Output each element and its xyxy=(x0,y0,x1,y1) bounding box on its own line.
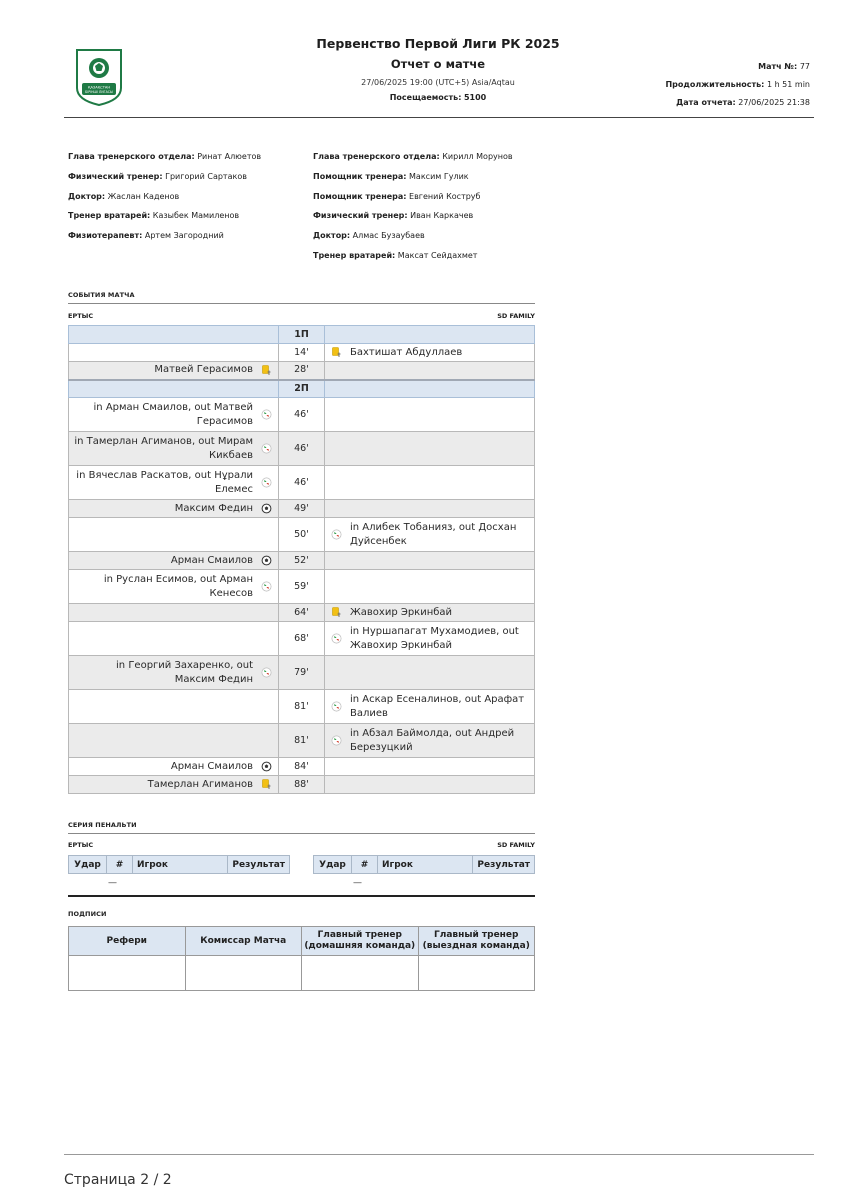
goal-icon xyxy=(261,503,272,514)
goal-icon xyxy=(261,555,272,566)
event-row xyxy=(69,466,535,500)
yellow-card-icon xyxy=(331,607,342,618)
staff-role: Глава тренерского отдела: xyxy=(313,152,440,161)
event-minute: 50' xyxy=(279,518,325,552)
signature-box[interactable] xyxy=(185,956,302,991)
event-minute: 88' xyxy=(279,776,325,794)
staff-role: Физический тренер: xyxy=(68,171,163,181)
half-header-row xyxy=(69,380,535,398)
penalty-header-row xyxy=(69,856,290,874)
staff-entry xyxy=(68,152,261,172)
signature-col-header: Комиссар Матча xyxy=(185,927,302,956)
event-row xyxy=(69,776,535,794)
signature-col-header: Главный тренер (выездная команда) xyxy=(418,927,535,956)
event-home-content xyxy=(73,554,272,568)
event-minute: 79' xyxy=(279,656,325,690)
report-date: Дата отчета: 27/06/2025 21:38 xyxy=(676,98,810,107)
substitution-icon xyxy=(261,477,272,488)
substitution-icon xyxy=(261,581,272,592)
event-text: in Аскар Есеналинов, out Арафат Валиев xyxy=(350,693,525,719)
staff-role: Физический тренер: xyxy=(313,211,408,221)
away-team-name: SD FAMILY xyxy=(497,312,535,320)
report-header xyxy=(260,36,616,103)
event-minute: 59' xyxy=(279,570,325,604)
header-divider xyxy=(64,117,814,118)
match-number: Матч №: 77 xyxy=(758,62,810,71)
event-away-cell xyxy=(325,604,535,622)
events-table xyxy=(68,325,535,794)
staff-name: Алмас Бузаубаев xyxy=(350,231,425,241)
signatures-section-title: ПОДПИСИ xyxy=(68,910,107,918)
page-number: Страница 2 / 2 xyxy=(64,1172,172,1188)
event-home-cell xyxy=(69,724,279,758)
event-minute: 49' xyxy=(279,500,325,518)
penalties-away-team: SD FAMILY xyxy=(497,841,535,849)
signature-header-row xyxy=(69,927,535,956)
half-home-cell xyxy=(69,380,279,398)
events-team-row xyxy=(68,312,535,320)
event-row xyxy=(69,398,535,432)
event-text: Арман Смаилов xyxy=(170,554,253,566)
event-text: in Вячеслав Раскатов, out Нұрали Елемес xyxy=(76,469,253,495)
signature-col-header: Главный тренер (домашняя команда) xyxy=(302,927,419,956)
event-row xyxy=(69,432,535,466)
substitution-icon xyxy=(261,409,272,420)
signature-row xyxy=(69,956,535,991)
event-minute: 81' xyxy=(279,724,325,758)
staff-role: Физиотерапевт: xyxy=(68,231,143,241)
event-home-cell xyxy=(69,604,279,622)
event-home-content xyxy=(73,401,272,429)
event-away-cell xyxy=(325,570,535,604)
event-row xyxy=(69,622,535,656)
home-staff-list xyxy=(68,152,261,251)
event-text: Матвей Герасимов xyxy=(154,364,253,376)
penalties-home-team: ЕРТЫС xyxy=(68,841,94,849)
penalty-col-header: # xyxy=(107,856,133,874)
signature-box[interactable] xyxy=(69,956,186,991)
staff-role: Помощник тренера: xyxy=(313,171,407,181)
substitution-icon xyxy=(331,735,342,746)
event-home-content xyxy=(73,502,272,516)
event-row xyxy=(69,500,535,518)
staff-name: Максим Гулик xyxy=(406,171,469,181)
event-minute: 84' xyxy=(279,758,325,776)
event-home-content xyxy=(73,469,272,497)
penalties-bottom-rule xyxy=(68,895,535,897)
substitution-icon xyxy=(331,633,342,644)
event-home-cell xyxy=(69,758,279,776)
event-away-cell xyxy=(325,362,535,380)
event-away-cell xyxy=(325,724,535,758)
report-title: Первенство Первой Лиги РК 2025 xyxy=(316,36,560,51)
event-text: Арман Смаилов xyxy=(170,760,253,772)
event-home-content xyxy=(73,659,272,687)
penalty-col-header: Удар xyxy=(69,856,107,874)
event-home-cell xyxy=(69,690,279,724)
goal-icon xyxy=(261,761,272,772)
staff-role: Глава тренерского отдела: xyxy=(68,152,195,161)
event-home-content xyxy=(73,778,272,792)
substitution-icon xyxy=(261,667,272,678)
signature-col-header: Рефери xyxy=(69,927,186,956)
event-away-cell xyxy=(325,466,535,500)
event-away-content xyxy=(331,606,530,620)
signature-box[interactable] xyxy=(418,956,535,991)
logo-text: ҚАЗАҚСТАН xyxy=(87,85,111,90)
event-home-cell xyxy=(69,398,279,432)
penalties-section-title: СЕРИЯ ПЕНАЛЬТИ xyxy=(68,821,137,829)
staff-name: Иван Каркачев xyxy=(407,211,474,221)
event-home-cell xyxy=(69,552,279,570)
staff-entry xyxy=(68,211,261,231)
penalties-away-empty: — xyxy=(353,878,362,888)
event-away-cell xyxy=(325,758,535,776)
event-minute: 52' xyxy=(279,552,325,570)
event-home-cell xyxy=(69,518,279,552)
staff-entry xyxy=(68,172,261,192)
event-minute: 64' xyxy=(279,604,325,622)
staff-name: Евгений Коструб xyxy=(406,191,481,201)
events-section-title: СОБЫТИЯ МАТЧА xyxy=(68,291,135,299)
staff-name: Ринат Алюетов xyxy=(194,152,262,161)
event-row xyxy=(69,552,535,570)
staff-entry xyxy=(68,231,261,251)
event-row xyxy=(69,690,535,724)
event-away-content xyxy=(331,625,530,653)
event-away-content xyxy=(331,727,530,755)
signature-box[interactable] xyxy=(302,956,419,991)
league-logo xyxy=(74,48,124,106)
event-away-content xyxy=(331,346,530,360)
staff-role: Доктор: xyxy=(313,231,351,241)
substitution-icon xyxy=(261,443,272,454)
penalty-col-header: # xyxy=(352,856,378,874)
half-label: 2П xyxy=(279,380,325,398)
penalties-divider xyxy=(68,833,535,834)
event-home-content xyxy=(73,435,272,463)
penalty-header-row xyxy=(314,856,535,874)
event-row xyxy=(69,758,535,776)
svg-text:БІРІНШІ ЛИГАСЫ: БІРІНШІ ЛИГАСЫ xyxy=(85,90,113,94)
event-home-cell xyxy=(69,500,279,518)
staff-name: Казыбек Мамиленов xyxy=(150,211,240,221)
event-row xyxy=(69,656,535,690)
event-text: in Руслан Есимов, out Арман Кенесов xyxy=(103,573,253,599)
event-home-cell xyxy=(69,344,279,362)
event-home-cell xyxy=(69,776,279,794)
penalties-home-table xyxy=(68,855,290,874)
penalties-team-row xyxy=(68,841,535,849)
penalty-col-header: Игрок xyxy=(378,856,473,874)
staff-entry xyxy=(313,211,513,231)
staff-role: Доктор: xyxy=(68,191,106,201)
event-home-cell xyxy=(69,466,279,500)
staff-entry xyxy=(313,152,513,172)
event-minute: 46' xyxy=(279,432,325,466)
event-text: Максим Федин xyxy=(174,502,253,514)
event-minute: 14' xyxy=(279,344,325,362)
event-away-cell xyxy=(325,552,535,570)
footer-divider xyxy=(64,1154,814,1155)
yellow-card-icon xyxy=(261,365,272,376)
event-text: in Тамерлан Агиманов, out Мирам Кикбаев xyxy=(74,435,253,461)
event-text: in Алибек Тобанияз, out Досхан Дуйсенбек xyxy=(350,521,517,547)
staff-role: Помощник тренера: xyxy=(313,191,407,201)
staff-name: Максат Сейдахмет xyxy=(395,250,478,260)
substitution-icon xyxy=(331,529,342,540)
half-home-cell xyxy=(69,326,279,344)
event-text: Тамерлан Агиманов xyxy=(147,778,253,790)
penalty-col-header: Игрок xyxy=(133,856,228,874)
half-away-cell xyxy=(325,380,535,398)
event-minute: 68' xyxy=(279,622,325,656)
event-minute: 81' xyxy=(279,690,325,724)
event-away-content xyxy=(331,693,530,721)
home-team-name: ЕРТЫС xyxy=(68,312,94,320)
event-home-cell xyxy=(69,570,279,604)
event-away-content xyxy=(331,521,530,549)
event-home-content xyxy=(73,573,272,601)
events-divider xyxy=(68,303,535,304)
event-away-cell xyxy=(325,344,535,362)
event-home-content xyxy=(73,760,272,774)
half-header-row xyxy=(69,326,535,344)
event-away-cell xyxy=(325,690,535,724)
match-meta xyxy=(665,62,810,116)
staff-entry xyxy=(313,192,513,212)
staff-entry xyxy=(313,251,513,271)
event-home-cell xyxy=(69,656,279,690)
penalty-col-header: Результат xyxy=(228,856,290,874)
penalties-away-table xyxy=(313,855,535,874)
staff-entry xyxy=(68,192,261,212)
staff-name: Григорий Сартаков xyxy=(162,171,247,181)
staff-role: Тренер вратарей: xyxy=(313,250,396,260)
attendance: Посещаемость: 5100 xyxy=(389,93,487,102)
event-row xyxy=(69,570,535,604)
signatures-table xyxy=(68,926,535,991)
event-text: Жавохир Эркинбай xyxy=(350,606,453,618)
event-row xyxy=(69,362,535,380)
match-datetime: 27/06/2025 19:00 (UTC+5) Asia/Aqtau xyxy=(361,78,515,87)
event-text: in Нуршапагат Мухамодиев, out Жавохир Эркинбай xyxy=(350,625,519,651)
staff-name: Кирилл Морунов xyxy=(439,152,513,161)
half-away-cell xyxy=(325,326,535,344)
staff-entry xyxy=(313,231,513,251)
event-text: in Арман Смаилов, out Матвей Герасимов xyxy=(93,401,253,427)
event-home-cell xyxy=(69,362,279,380)
away-staff-list xyxy=(313,152,513,271)
event-away-cell xyxy=(325,622,535,656)
event-minute: 46' xyxy=(279,398,325,432)
half-label: 1П xyxy=(279,326,325,344)
staff-role: Тренер вратарей: xyxy=(68,211,151,221)
event-row xyxy=(69,344,535,362)
event-minute: 28' xyxy=(279,362,325,380)
event-home-content xyxy=(73,363,272,377)
report-subtitle: Отчет о матче xyxy=(390,57,486,71)
yellow-card-icon xyxy=(331,347,342,358)
match-duration: Продолжительность: 1 h 51 min xyxy=(665,80,810,89)
event-away-cell xyxy=(325,776,535,794)
event-minute: 46' xyxy=(279,466,325,500)
event-away-cell xyxy=(325,432,535,466)
event-away-cell xyxy=(325,518,535,552)
substitution-icon xyxy=(331,701,342,712)
staff-entry xyxy=(313,172,513,192)
event-away-cell xyxy=(325,656,535,690)
yellow-card-icon xyxy=(261,779,272,790)
event-away-cell xyxy=(325,500,535,518)
event-row xyxy=(69,518,535,552)
event-text: Бахтишат Абдуллаев xyxy=(350,346,463,358)
event-home-cell xyxy=(69,622,279,656)
event-row xyxy=(69,724,535,758)
staff-name: Артем Загородний xyxy=(142,231,224,241)
penalties-home-empty: — xyxy=(108,878,117,888)
penalty-col-header: Результат xyxy=(473,856,535,874)
penalty-col-header: Удар xyxy=(314,856,352,874)
event-away-cell xyxy=(325,398,535,432)
event-text: in Абзал Баймолда, out Андрей Березуцкий xyxy=(350,727,515,753)
event-text: in Георгий Захаренко, out Максим Федин xyxy=(116,659,253,685)
event-home-cell xyxy=(69,432,279,466)
staff-name: Жаслан Каденов xyxy=(105,191,180,201)
event-row xyxy=(69,604,535,622)
